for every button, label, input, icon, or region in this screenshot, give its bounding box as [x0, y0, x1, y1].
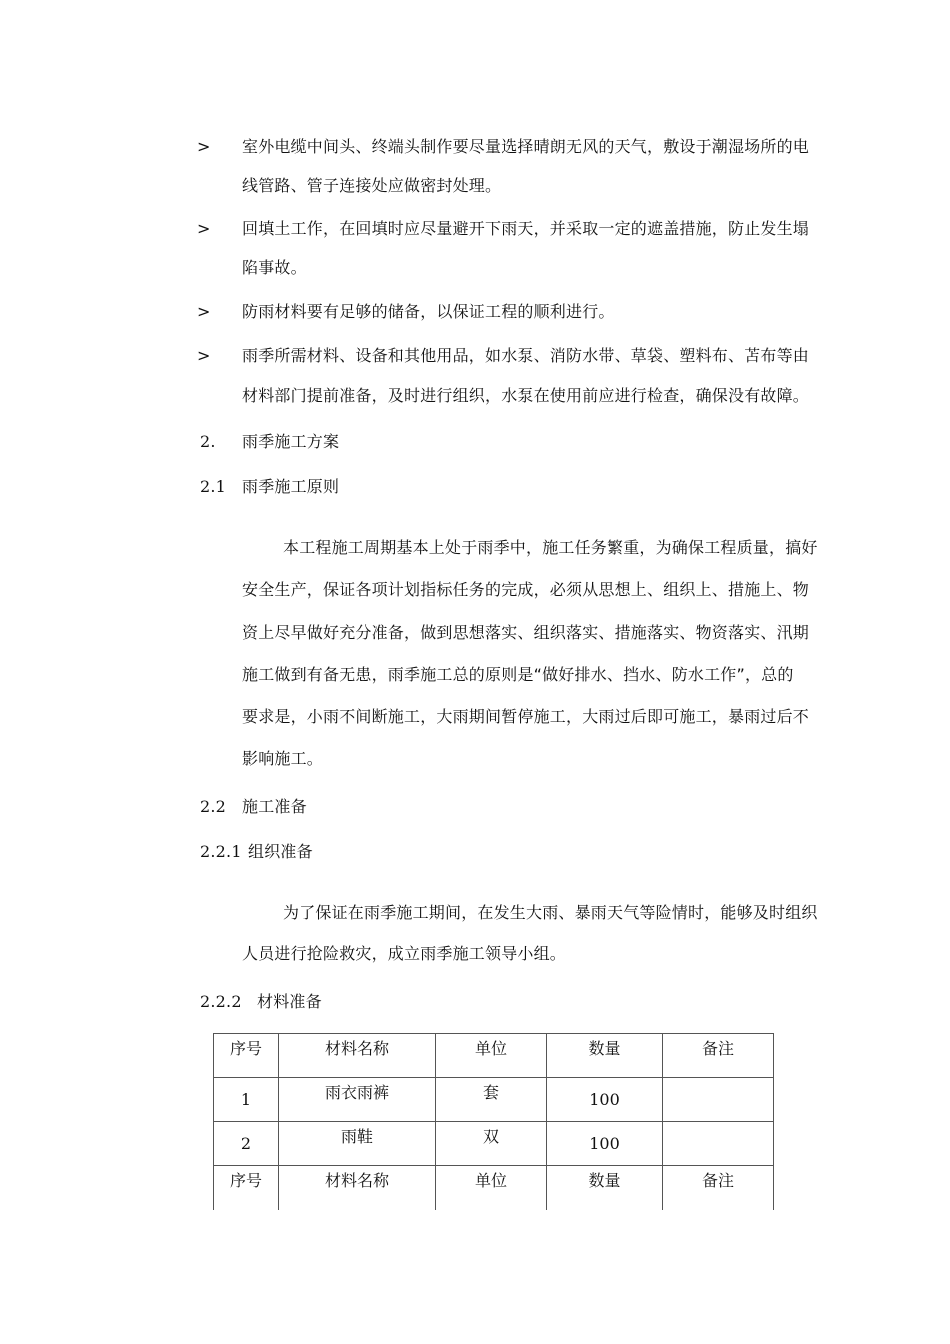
section-number: 2.1: [200, 477, 227, 496]
paragraph-line: 影响施工。: [242, 749, 324, 768]
section-number: 2.2: [200, 797, 227, 816]
bullet-text-line: 陷事故。: [242, 258, 307, 277]
section-heading: 雨季施工原则: [242, 477, 340, 496]
table-header-cell: 序号: [214, 1166, 279, 1210]
table-header-cell: 材料名称: [279, 1034, 436, 1078]
section-number: 2.2.2: [200, 992, 242, 1011]
table-row: [214, 1078, 774, 1122]
table-cell: 100: [547, 1078, 663, 1122]
table-row: [214, 1122, 774, 1166]
table-header-cell: 序号: [214, 1034, 279, 1078]
bullet-text-line: 线管路、管子连接处应做密封处理。: [242, 176, 502, 195]
bullet-text-line: 回填土工作，在回填时应尽量避开下雨天，并采取一定的遮盖措施，防止发生塌: [242, 219, 810, 238]
table-cell: 雨衣雨裤: [279, 1078, 436, 1122]
materials-table: [213, 1033, 774, 1210]
paragraph-line: 为了保证在雨季施工期间，在发生大雨、暴雨天气等险情时，能够及时组织: [283, 903, 818, 922]
table-cell: 双: [436, 1122, 547, 1166]
paragraph-line: 施工做到有备无患，雨季施工总的原则是“做好排水、挡水、防水工作”，总的: [242, 665, 794, 684]
paragraph-line: 安全生产，保证各项计划指标任务的完成，必须从思想上、组织上、措施上、物: [242, 580, 810, 599]
paragraph-line: 资上尽早做好充分准备，做到思想落实、组织落实、措施落实、物资落实、汛期: [242, 623, 810, 642]
table-header-cell: 材料名称: [279, 1166, 436, 1210]
bullet-text-line: 雨季所需材料、设备和其他用品，如水泵、消防水带、草袋、塑料布、苫布等由: [242, 346, 810, 365]
table-cell: 套: [436, 1078, 547, 1122]
table-cell: [663, 1078, 774, 1122]
table-header-row: [214, 1034, 774, 1078]
paragraph-line: 本工程施工周期基本上处于雨季中，施工任务繁重，为确保工程质量，搞好: [283, 538, 818, 557]
table-cell: [663, 1122, 774, 1166]
table-header-cell: 数量: [547, 1166, 663, 1210]
paragraph-line: 人员进行抢险救灾，成立雨季施工领导小组。: [242, 944, 567, 963]
section-number: 2.2.1: [200, 842, 242, 861]
section-number: 2.: [200, 432, 216, 451]
table-cell: 2: [214, 1122, 279, 1166]
bullet-marker: >: [197, 346, 211, 365]
table-cell: 1: [214, 1078, 279, 1122]
section-heading: 施工准备: [242, 797, 307, 816]
bullet-text-line: 材料部门提前准备，及时进行组织，水泵在使用前应进行检查，确保没有故障。: [242, 386, 810, 405]
bullet-text-line: 室外电缆中间头、终端头制作要尽量选择晴朗无风的天气，敷设于潮湿场所的电: [242, 137, 810, 156]
table-header-cell: 备注: [663, 1034, 774, 1078]
bullet-marker: >: [197, 137, 211, 156]
bullet-text-line: 防雨材料要有足够的储备，以保证工程的顺利进行。: [242, 302, 615, 321]
table-cell: 雨鞋: [279, 1122, 436, 1166]
bullet-marker: >: [197, 302, 211, 321]
table-header-cell: 单位: [436, 1034, 547, 1078]
section-heading: 材料准备: [257, 992, 322, 1011]
paragraph-line: 要求是，小雨不间断施工，大雨期间暂停施工，大雨过后即可施工，暴雨过后不: [242, 707, 810, 726]
section-heading: 雨季施工方案: [242, 432, 340, 451]
table-header-row-repeat: [214, 1166, 774, 1210]
table-header-cell: 备注: [663, 1166, 774, 1210]
section-heading: 组织准备: [248, 842, 313, 861]
bullet-marker: >: [197, 219, 211, 238]
table-header-cell: 数量: [547, 1034, 663, 1078]
table-header-cell: 单位: [436, 1166, 547, 1210]
table-cell: 100: [547, 1122, 663, 1166]
